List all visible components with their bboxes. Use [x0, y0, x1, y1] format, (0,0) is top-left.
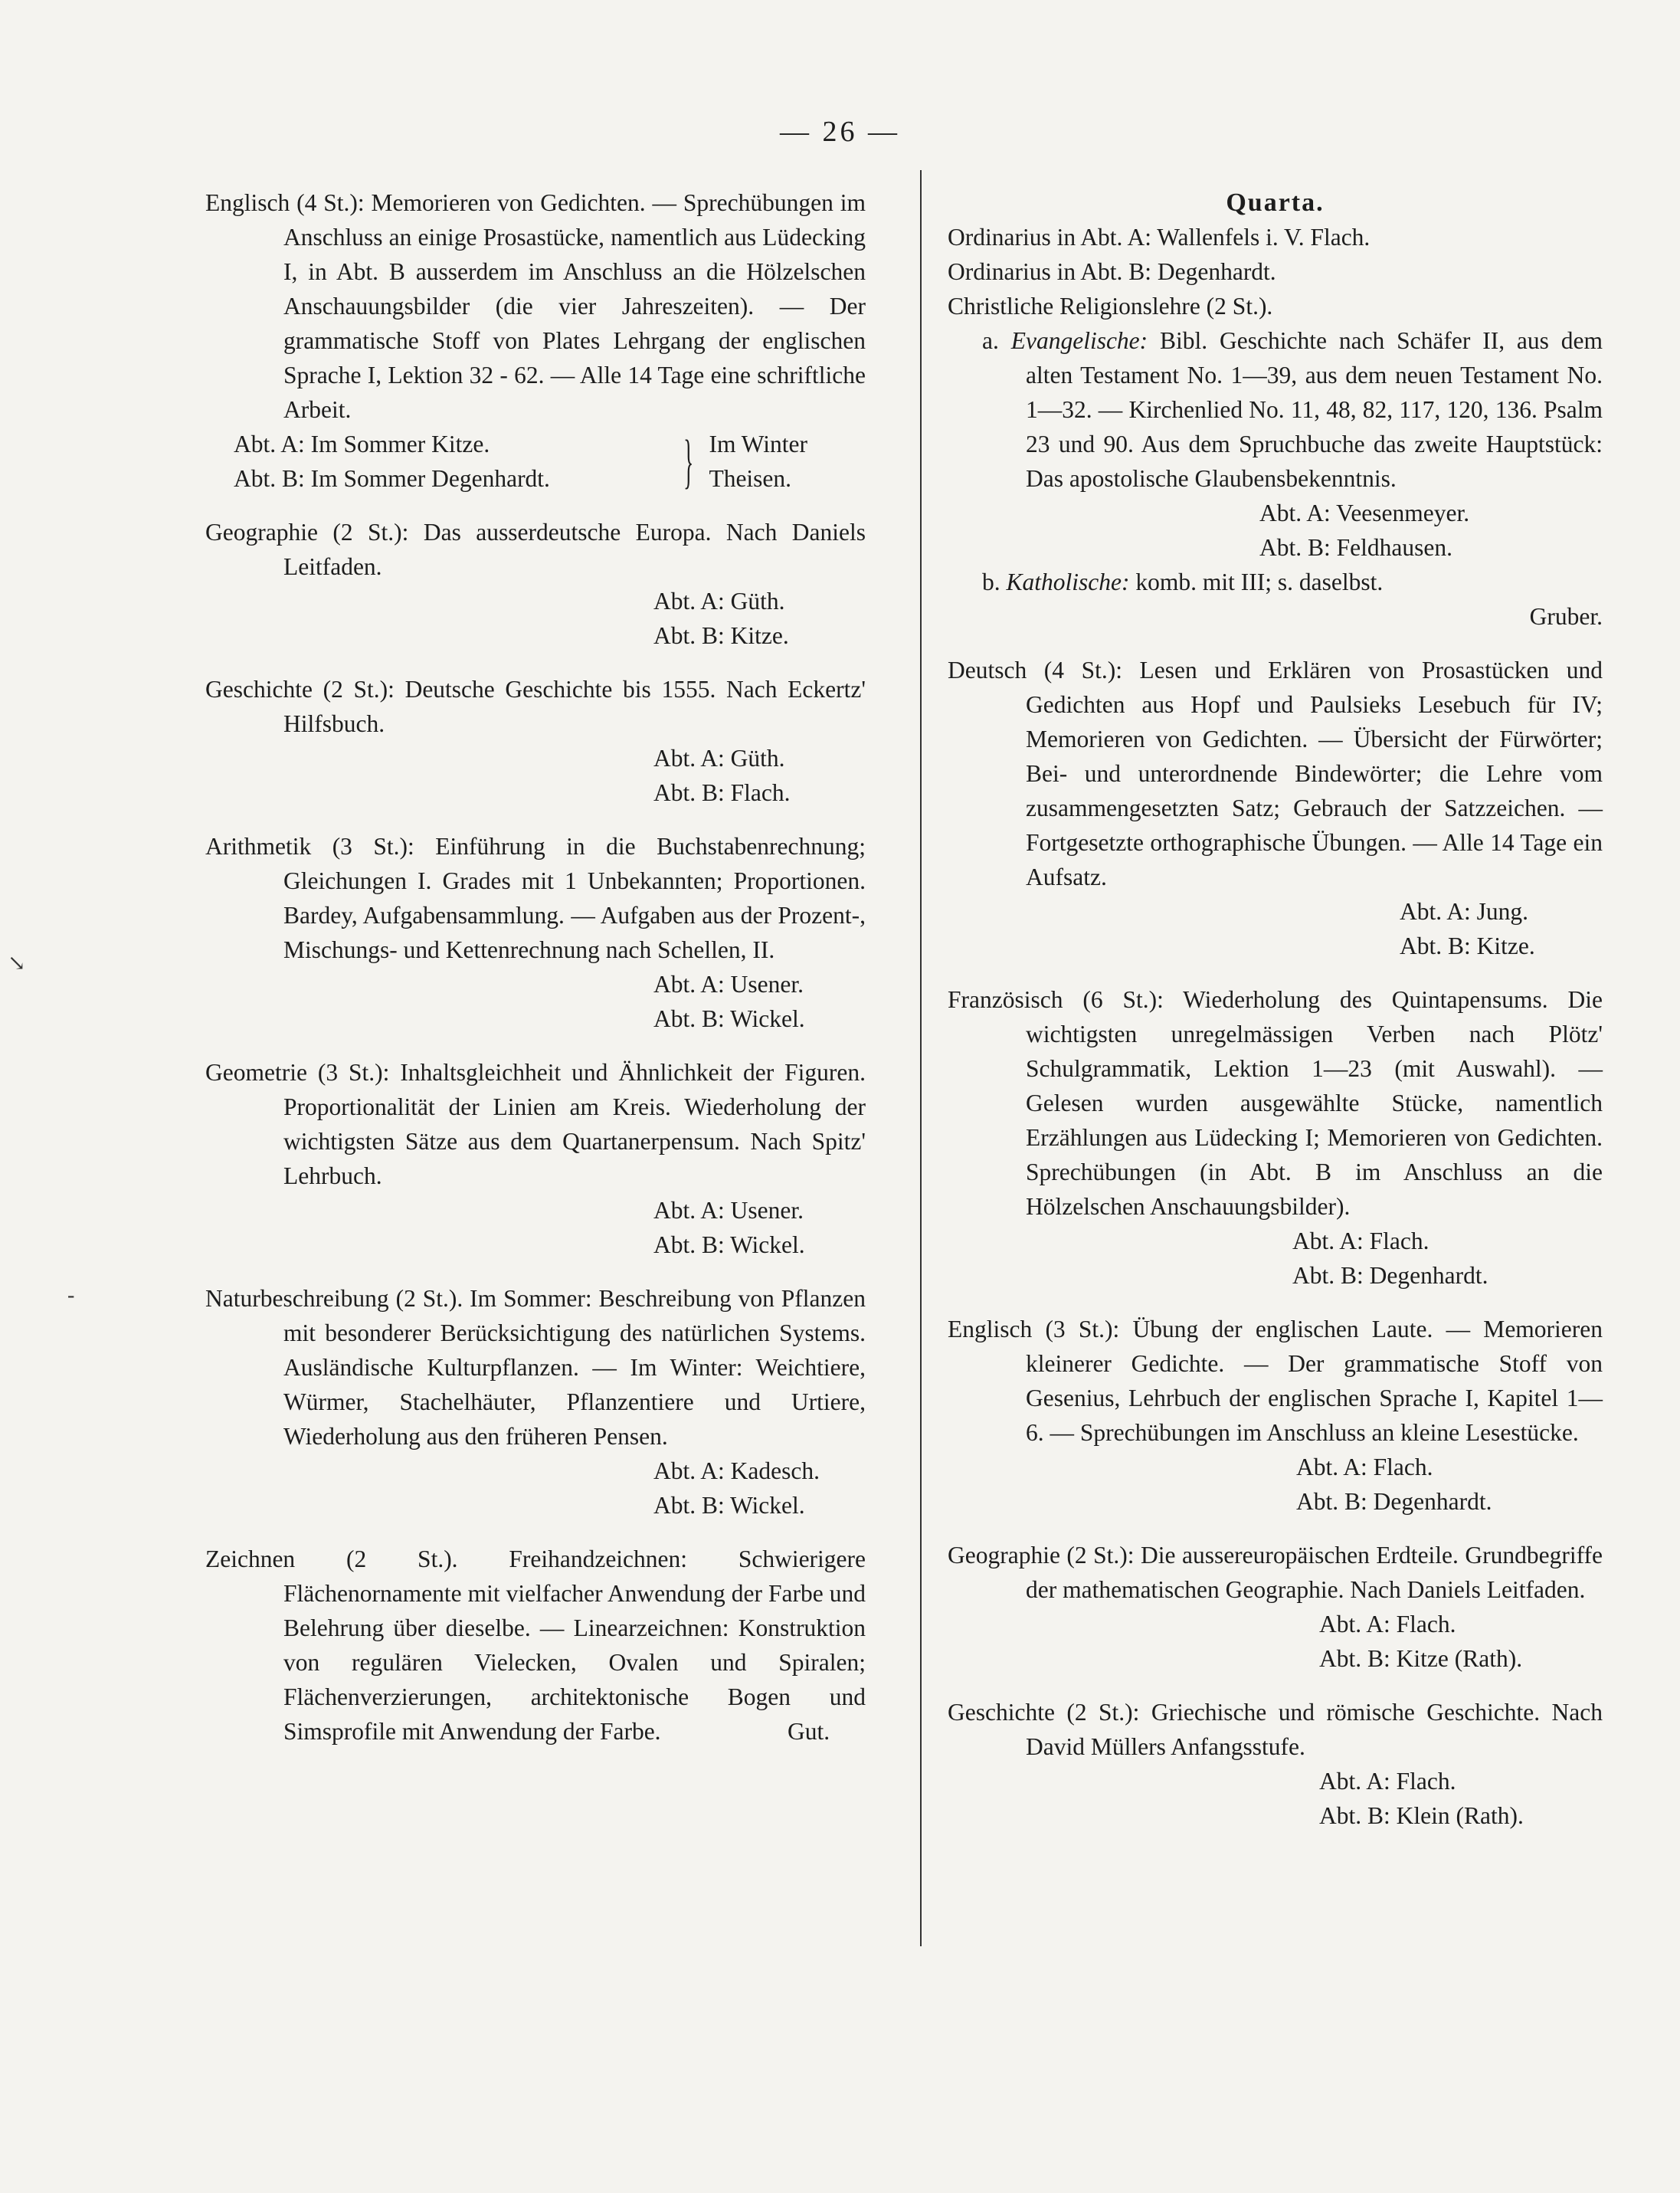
section-franzoesisch	[948, 982, 1603, 1293]
margin-mark: ↘	[8, 952, 26, 975]
teacher-b: Abt. B: Wickel.	[653, 1492, 805, 1519]
religion-katholisch	[948, 565, 1603, 599]
section-englisch	[205, 185, 866, 496]
teacher-b: Abt. B: Klein (Rath).	[1319, 1802, 1524, 1829]
teacher-a: Abt. A: Veesenmeyer.	[1259, 500, 1470, 526]
left-column	[205, 185, 866, 1768]
teacher-row: Abt. B: Im Sommer Degenhardt.	[234, 465, 550, 492]
section-naturbeschreibung	[205, 1281, 866, 1523]
section-text: Englisch (3 St.): Übung der englischen Laute. — Memorieren kleinerer Gedichte. — Der grammatische Stoff von Gesenius, Lehrbuch der englischen Sprache I, Kapitel 1—6. — Sprechübungen im Anschluss an kleine Lesestücke.	[948, 1316, 1603, 1446]
teacher-winter-name: Theisen.	[709, 465, 792, 492]
item-text: komb. mit III; s. daselbst.	[1135, 569, 1384, 595]
item-italic: Evangelische:	[1010, 327, 1148, 354]
teacher-table	[234, 427, 866, 496]
item-label: b.	[982, 569, 1000, 595]
page-number: — 26 —	[780, 116, 900, 148]
section-text: Deutsch (4 St.): Lesen und Erklären von Prosastücken und Gedichten aus Hopf und Paulsieks Lesebuch für IV; Memorieren von Gedichten. — Übersicht der Fürwörter; Bei- und unterordnende Bindewörter; die Lehre vom zusammengesetzten Satz; Gebrauch der Satzzeichen. — Fortgesetzte orthographische Übungen. — Alle 14 Tage ein Aufsatz.	[948, 657, 1603, 890]
column-divider	[920, 170, 922, 1946]
section-text: Geographie (2 St.): Das ausserdeutsche Europa. Nach Daniels Leitfaden.	[205, 519, 866, 580]
item-text: Bibl. Geschichte nach Schäfer II, aus dem alten Testament No. 1—39, aus dem neuen Testament No. 1—32. — Kirchenlied No. 11, 48, 82, 117, 120, 136. Psalm 23 und 90. Aus dem Spruchbuche das zweite Hauptstück: Das apostolische Glaubensbekenntnis.	[1026, 327, 1603, 492]
section-heading: Quarta.	[1226, 188, 1325, 217]
teacher-row: Abt. A: Im Sommer Kitze.	[234, 431, 490, 457]
ordinarius-a: Ordinarius in Abt. A: Wallenfels i. V. Flach.	[948, 224, 1371, 251]
section-geschichte	[948, 1695, 1603, 1833]
teacher-a: Abt. A: Kadesch.	[653, 1457, 820, 1484]
section-text: Naturbeschreibung (2 St.). Im Sommer: Beschreibung von Pflanzen mit besonderer Berücksichtigung des natürlichen Systems. Ausländische Kulturpflanzen. — Im Winter: Weichtiere, Würmer, Stachelhäuter, Pflanzentiere und Urtiere, Wiederholung aus den früheren Pensen.	[205, 1285, 866, 1450]
section-text: Französisch (6 St.): Wiederholung des Quintapensums. Die wichtigsten unregelmässigen Verben nach Plötz' Schulgrammatik, Lektion 1—23 (mit Auswahl). — Gelesen wurden ausgewählte Stücke, namentlich Erzählungen aus Lüdecking I; Memorieren von Gedichten. Sprechübungen (in Abt. B im Anschluss an die Hölzelschen Anschauungsbilder).	[948, 986, 1603, 1220]
section-zeichnen	[205, 1542, 866, 1749]
teacher-a: Abt. A: Usener.	[653, 971, 804, 998]
teacher-a: Abt. A: Jung.	[1400, 898, 1529, 925]
section-text: Englisch (4 St.): Memorieren von Gedichten. — Sprechübungen im Anschluss an einige Prosastücke, namentlich aus Lüdecking I, in Abt. B ausserdem im Anschluss an die Hölzelschen Anschauungsbilder (die vier Jahreszeiten). — Der grammatische Stoff von Plates Lehrgang der englischen Sprache I, Lektion 32 - 62. — Alle 14 Tage eine schriftliche Arbeit.	[205, 189, 866, 423]
section-text: Geometrie (3 St.): Inhaltsgleichheit und Ähnlichkeit der Figuren. Proportionalität der Linien am Kreis. Wiederholung der wichtigsten Sätze aus dem Quartanerpensum. Nach Spitz' Lehrbuch.	[205, 1059, 866, 1189]
section-arithmetik	[205, 829, 866, 1036]
teacher-b: Abt. B: Kitze (Rath).	[1319, 1645, 1523, 1672]
teacher-b: Abt. B: Wickel.	[653, 1005, 805, 1032]
teacher: Gruber.	[1529, 603, 1603, 630]
section-geschichte	[205, 672, 866, 810]
section-text: Geschichte (2 St.): Deutsche Geschichte bis 1555. Nach Eckertz' Hilfsbuch.	[205, 676, 866, 737]
section-religion	[948, 289, 1603, 634]
section-text: Arithmetik (3 St.): Einführung in die Buchstabenrechnung; Gleichungen I. Grades mit 1 Unbekannten; Proportionen. Bardey, Aufgabensammlung. — Aufgaben aus der Prozent-, Mischungs- und Kettenrechnung nach Schellen, II.	[205, 833, 866, 963]
teacher-b: Abt. B: Degenhardt.	[1292, 1262, 1488, 1289]
section-text: Geographie (2 St.): Die aussereuropäischen Erdteile. Grundbegriffe der mathematischen Geographie. Nach Daniels Leitfaden.	[948, 1542, 1603, 1603]
teacher-a: Abt. A: Flach.	[1319, 1768, 1456, 1795]
teacher-b: Abt. B: Feldhausen.	[1259, 534, 1452, 561]
brace: }	[683, 428, 694, 494]
religion-evangelisch	[948, 323, 1603, 496]
section-text: Zeichnen (2 St.). Freihandzeichnen: Schwierigere Flächenornamente mit vielfacher Anwendung der Farbe und Belehrung über dieselbe. — Linearzeichnen: Konstruktion von regulären Vielecken, Ovalen und Spiralen; Flächenverzierungen, architektonische Bogen und Simsprofile mit Anwendung der Farbe. Gut.	[205, 1546, 866, 1745]
ordinarius-b: Ordinarius in Abt. B: Degenhardt.	[948, 258, 1276, 285]
teacher-a: Abt. A: Usener.	[653, 1197, 804, 1224]
section-deutsch	[948, 653, 1603, 963]
teacher-winter: Im Winter	[709, 431, 807, 457]
section-geographie	[948, 1538, 1603, 1676]
teacher-b: Abt. B: Kitze.	[1400, 933, 1535, 959]
teacher-b: Abt. B: Kitze.	[653, 622, 789, 649]
teacher-b: Abt. B: Degenhardt.	[1296, 1488, 1492, 1515]
teacher-b: Abt. B: Flach.	[653, 779, 791, 806]
section-englisch	[948, 1312, 1603, 1519]
teacher-b: Abt. B: Wickel.	[653, 1231, 805, 1258]
item-label: a.	[982, 327, 999, 354]
teacher-a: Abt. A: Flach.	[1319, 1611, 1456, 1637]
teacher-a: Abt. A: Güth.	[653, 588, 785, 615]
section-title: Christliche Religionslehre (2 St.).	[948, 293, 1273, 320]
section-geographie	[205, 515, 866, 653]
teacher-a: Abt. A: Flach.	[1292, 1228, 1429, 1254]
teacher-a: Abt. A: Flach.	[1296, 1454, 1433, 1480]
right-column	[948, 185, 1603, 1852]
section-geometrie	[205, 1055, 866, 1262]
section-text: Geschichte (2 St.): Griechische und römische Geschichte. Nach David Müllers Anfangsstufe.	[948, 1699, 1603, 1760]
margin-mark: -	[67, 1283, 75, 1307]
teacher-a: Abt. A: Güth.	[653, 745, 785, 772]
item-italic: Katholische:	[1006, 569, 1130, 595]
zeichnen-text: Zeichnen (2 St.). Freihandzeichnen: Schwierigere Flächenornamente mit vielfacher Anwendung der Farbe und Belehrung über dieselbe. — Linearzeichnen: Konstruktion von regulären Vielecken, Ovalen und Spiralen; Flächenverzierungen, architektonische Bogen und Simsprofile mit Anwendung der Farbe.	[205, 1546, 866, 1745]
